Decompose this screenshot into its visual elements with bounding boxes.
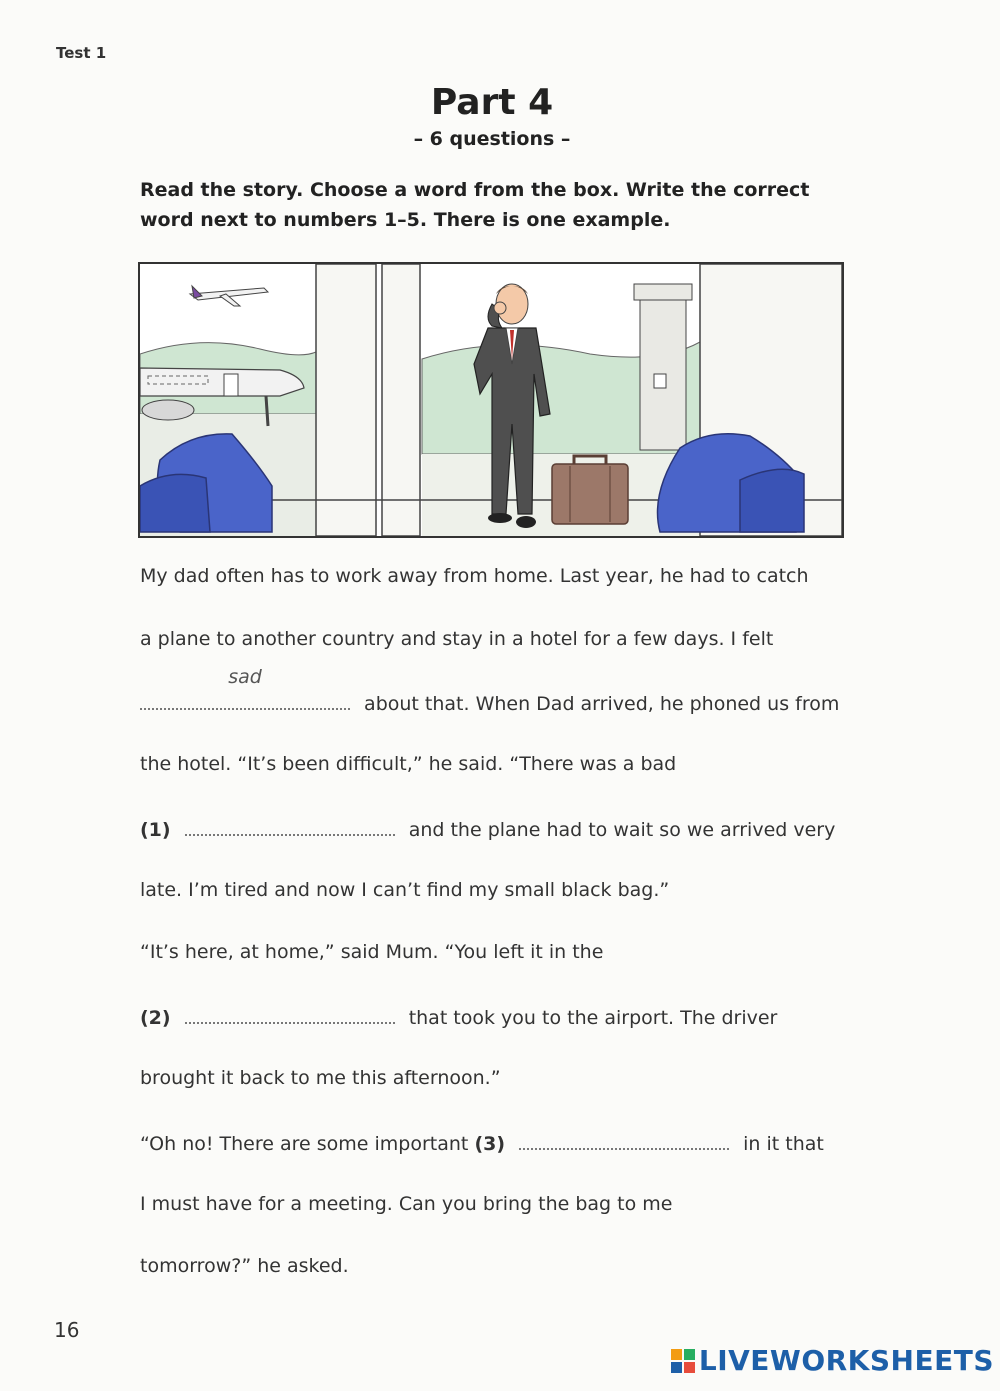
story-line-5-text: and the plane had to wait so we arrived very	[408, 819, 836, 841]
suitcase-icon	[552, 456, 628, 524]
answer-3-input[interactable]	[519, 1130, 729, 1150]
story-line-3-text: about that. When Dad arrived, he phoned us from	[364, 693, 840, 715]
airport-illustration	[138, 262, 844, 538]
story-line-5	[140, 816, 835, 841]
story-line-7: “It’s here, at home,” said Mum. “You left it in the	[140, 941, 604, 963]
question-3-label: (3)	[474, 1133, 506, 1155]
story-line-12: tomorrow?” he asked.	[140, 1255, 349, 1277]
question-1-label: (1)	[140, 819, 171, 841]
question-2-label: (2)	[140, 1007, 171, 1029]
story-line-3	[140, 666, 840, 715]
answer-2-input[interactable]	[185, 1004, 395, 1024]
story-line-10	[140, 1130, 824, 1155]
story-line-8-text: that took you to the airport. The driver	[408, 1007, 778, 1029]
plane-sky-icon	[190, 286, 268, 306]
story-line-2: a plane to another country and stay in a hotel for a few days. I felt	[140, 628, 774, 650]
story-line-4: the hotel. “It’s been difficult,” he said. “There was a bad	[140, 753, 677, 775]
page-title: Part 4	[430, 82, 554, 123]
example-blank	[140, 666, 350, 710]
story-line-6: late. I’m tired and now I can’t find my small black bag.”	[140, 879, 670, 901]
brand-text: LIVEWORKSHEETS	[698, 1344, 994, 1377]
answer-1-input[interactable]	[185, 816, 395, 836]
liveworksheets-logo-icon	[671, 1349, 695, 1373]
instructions: Read the story. Choose a word from the box. Write the correct word next to numbers 1–5. There is one example.	[140, 179, 810, 231]
page-subtitle: – 6 questions –	[413, 128, 571, 150]
liveworksheets-brand[interactable]	[671, 1344, 994, 1377]
page-number: 16	[54, 1318, 80, 1342]
story-line-9: brought it back to me this afternoon.”	[140, 1067, 501, 1089]
story-line-10-text-after: in it that	[743, 1133, 824, 1155]
story-line-1: My dad often has to work away from home. Last year, he had to catch	[140, 565, 809, 587]
story-line-10-text-before: “Oh no! There are some important	[140, 1133, 469, 1155]
airport-scene-image	[140, 264, 842, 536]
test-label: Test 1	[56, 44, 107, 62]
story-line-11: I must have for a meeting. Can you bring the bag to me	[140, 1193, 673, 1215]
story-line-8	[140, 1004, 777, 1029]
example-answer: sad	[228, 666, 262, 688]
